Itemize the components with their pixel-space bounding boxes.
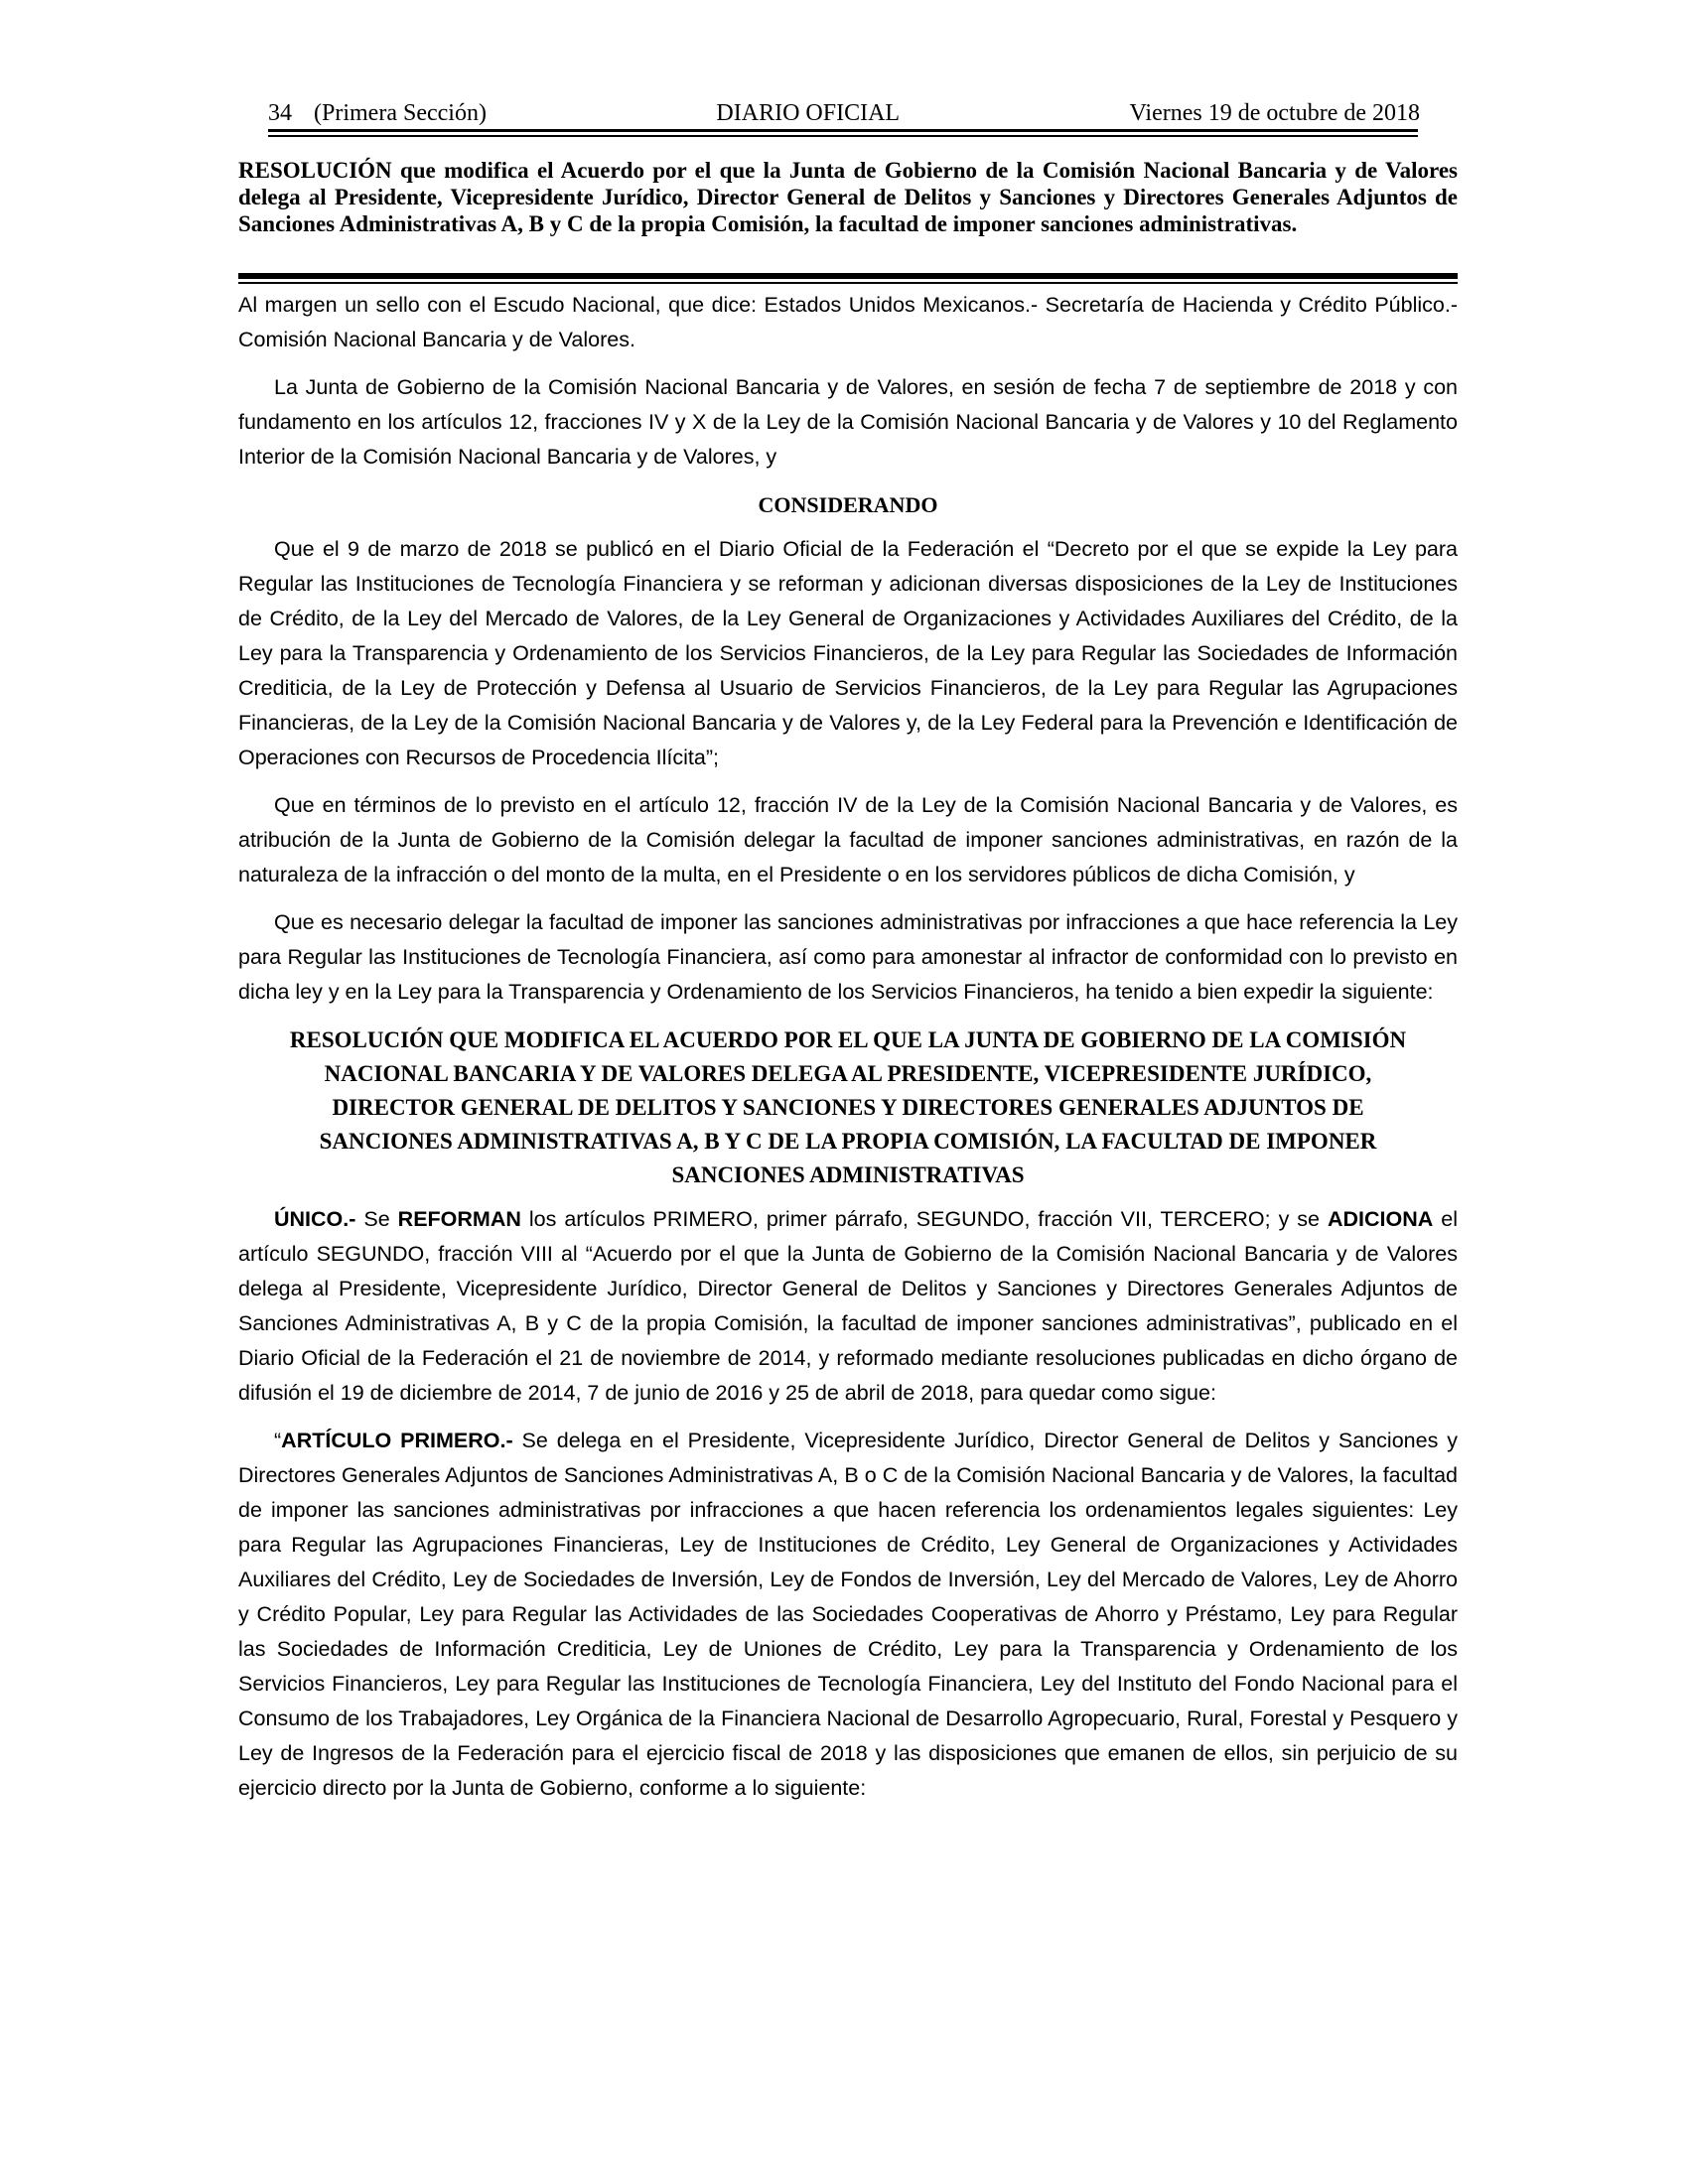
unico-text: el artículo SEGUNDO, fracción VIII al “Acuerdo por el que la Junta de Gobierno de la Comisión Nacional Bancaria y de Valores delega al Presidente, Vicepresidente Jurídico, Director General de Delitos y Sanciones y Directores Generales Adjuntos de Sanciones Administrativas A, B y C de la propia Comisión, la facultad de imponer sanciones administrativas”, publicado en el Diario Oficial de la Federación el 21 de noviembre de 2014, y reformado mediante resoluciones publicadas en dicho órgano de difusión el 19 de diciembre de 2014, 7 de junio de 2016 y 25 de abril de 2018, para quedar como sigue: — [238, 1207, 1459, 1405]
seal-note: Al margen un sello con el Escudo Nacional, que dice: Estados Unidos Mexicanos.- Secretaría de Hacienda y Crédito Público.- Comisión Nacional Bancaria y de Valores. — [238, 293, 1458, 351]
articulo-primero-paragraph — [238, 1424, 1458, 1806]
considerando-heading: CONSIDERANDO — [758, 492, 938, 517]
open-quote: “ — [274, 1429, 282, 1452]
reforman-keyword: REFORMAN — [397, 1207, 521, 1231]
articulo-primero-text: Se delega en el Presidente, Vicepresidente Jurídico, Director General de Delitos y Sanciones y Directores Generales Adjuntos de Sanciones Administrativas A, B o C de la Comisión Nacional Bancaria y de Valores, la facultad de imponer las sanciones administrativas por infracciones a que hacen referencia los ordenamientos legales siguientes: Ley para Regular las Agrupaciones Financieras, Ley de Instituciones de Crédito, Ley General de Organizaciones y Actividades Auxiliares del Crédito, Ley de Sociedades de Inversión, Ley de Fondos de Inversión, Ley del Mercado de Valores, Ley de Ahorro y Crédito Popular, Ley para Regular las Actividades de las Sociedades Cooperativas de Ahorro y Préstamo, Ley para Regular las Sociedades de Información Crediticia, Ley de Uniones de Crédito, Ley para la Transparencia y Ordenamiento de los Servicios Financieros, Ley para Regular las Instituciones de Tecnología Financiera, Ley del Instituto del Fondo Nacional para el Consumo de los Trabajadores, Ley Orgánica de la Financiera Nacional de Desarrollo Agropecuario, Rural, Forestal y Pesquero y Ley de Ingresos de la Federación para el ejercicio fiscal de 2018 y las disposiciones que emanen de ellos, sin perjuicio de su ejercicio directo por la Junta de Gobierno, conforme a lo siguiente: — [238, 1429, 1458, 1800]
unico-paragraph — [238, 1202, 1458, 1411]
considerando-paragraph: Que el 9 de marzo de 2018 se publicó en el Diario Oficial de la Federación el “Decreto por el que se expide la Ley para Regular las Instituciones de Tecnología Financiera y se reforman y adicionan diversas disposiciones de la Ley de Instituciones de Crédito, de la Ley del Mercado de Valores, de la Ley General de Organizaciones y Actividades Auxiliares del Crédito, de la Ley para la Transparencia y Ordenamiento de los Servicios Financieros, de la Ley para Regular las Sociedades de Información Crediticia, de la Ley de Protección y Defensa al Usuario de Servicios Financieros, de la Ley para Regular las Agrupaciones Financieras, de la Ley de la Comisión Nacional Bancaria y de Valores y, de la Ley Federal para la Prevención e Identificación de Operaciones con Recursos de Procedencia Ilícita”; — [238, 537, 1458, 769]
issue-date: Viernes 19 de octubre de 2018 — [1129, 100, 1420, 126]
adiciona-keyword: ADICIONA — [1327, 1207, 1434, 1231]
page-number: 34 — [268, 100, 292, 126]
unico-label: ÚNICO.- — [274, 1207, 356, 1231]
articulo-primero-label: ARTÍCULO PRIMERO.- — [281, 1429, 513, 1452]
considerando-paragraph: Que es necesario delegar la facultad de imponer las sanciones administrativas por infracciones a que hace referencia la Ley para Regular las Instituciones de Tecnología Financiera, así como para amonestar al infractor de conformidad con lo previsto en dicha ley y en la Ley para la Transparencia y Ordenamiento de los Servicios Financieros, ha tenido a bien expedir la siguiente: — [238, 910, 1458, 1004]
unico-text: los artículos PRIMERO, primer párrafo, SEGUNDO, fracción VII, TERCERO; y se — [520, 1207, 1328, 1231]
section-label: (Primera Sección) — [314, 100, 487, 126]
considerando-paragraph: Que en términos de lo previsto en el artículo 12, fracción IV de la Ley de la Comisión Nacional Bancaria y de Valores, es atribución de la Junta de Gobierno de la Comisión delegar la facultad de imponer sanciones administrativas, en razón de la naturaleza de la infracción o del monto de la multa, en el Presidente o en los servidores públicos de dicha Comisión, y — [238, 793, 1458, 887]
running-header — [268, 91, 1420, 127]
document-body — [238, 288, 1458, 1819]
intro-paragraph: La Junta de Gobierno de la Comisión Nacional Bancaria y de Valores, en sesión de fecha 7 de septiembre de 2018 y con fundamento en los artículos 12, fracciones IV y X de la Ley de la Comisión Nacional Bancaria y de Valores y 10 del Reglamento Interior de la Comisión Nacional Bancaria y de Valores, y — [238, 375, 1458, 469]
publication-name: DIARIO OFICIAL — [716, 100, 901, 126]
resolution-heading: RESOLUCIÓN QUE MODIFICA EL ACUERDO POR EL QUE LA JUNTA DE GOBIERNO DE LA COMISIÓN NACIONAL BANCARIA Y DE VALORES DELEGA AL PRESIDENTE, VICEPRESIDENTE JURÍDICO, DIRECTOR GENERAL DE DELITOS Y SANCIONES Y DIRECTORES GENERALES ADJUNTOS DE SANCIONES ADMINISTRATIVAS A, B Y C DE LA PROPIA COMISIÓN, LA FACULTAD DE IMPONER SANCIONES ADMINISTRATIVAS — [289, 1027, 1407, 1187]
unico-text: Se — [355, 1207, 398, 1231]
header-double-rule — [268, 129, 1418, 137]
title-double-rule — [238, 273, 1458, 284]
document-title: RESOLUCIÓN que modifica el Acuerdo por el que la Junta de Gobierno de la Comisión Nacional Bancaria y de Valores delega al Presidente, Vicepresidente Jurídico, Director General de Delitos y Sanciones y Directores Generales Adjuntos de Sanciones Administrativas A, B y C de la propia Comisión, la facultad de imponer sanciones administrativas. — [238, 158, 1458, 236]
header-left — [268, 100, 487, 127]
